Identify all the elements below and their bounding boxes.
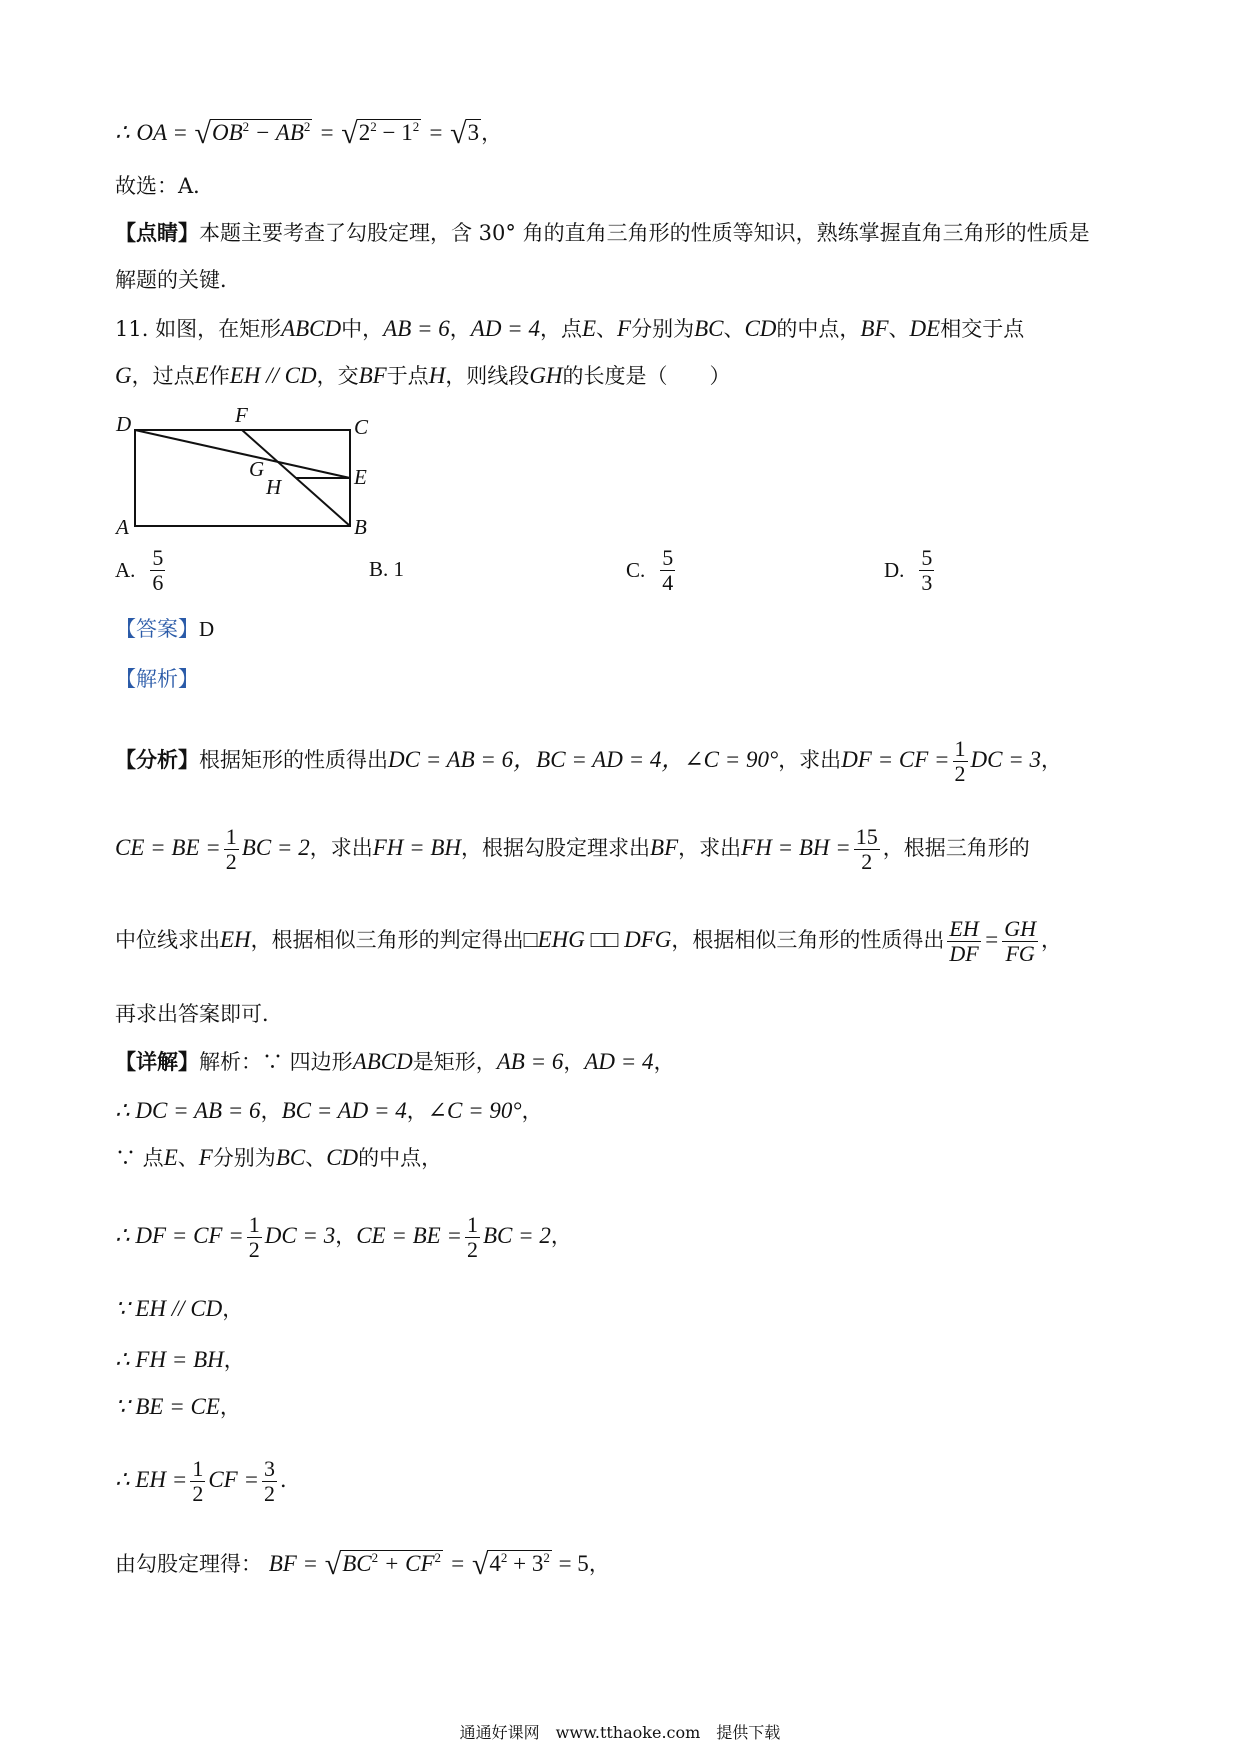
equals: = [319, 120, 335, 145]
answer-tag: 【答案】 [115, 617, 199, 641]
radicand-3: 3 [467, 120, 480, 145]
xiangjie-line-6: ∴ FH = BH， [115, 1347, 245, 1372]
fenxi-line-2: CE = BE = $\frac{1}{2}$ BC = 2，求出FH = BH，根据勾股定理求出BF，求出FH = BH = $\frac{15}{2}$ ，根据三角形的 [115, 824, 1030, 874]
xiangjie-line-1: 【详解】解析：∵ 四边形ABCD是矩形，AB = 6，AD = 4， [115, 1049, 675, 1074]
label-h: H [266, 475, 282, 499]
fenxi-line-3: 中位线求出EH，根据相似三角形的判定得出□EHG □□ DFG，根据相似三角形的性质得出 $\frac{EH}{DF}$ = $\frac{GH}{FG}$ ， [115, 916, 1063, 966]
label-a: A [116, 515, 129, 539]
sqrt-sign: √ [450, 117, 467, 150]
dianjing-line-1 [115, 218, 1090, 248]
label-d: D [116, 412, 132, 436]
segment-de [135, 430, 350, 478]
answer-line [115, 614, 214, 644]
sqrt-sign: √ [194, 117, 211, 150]
rectangle-figure [114, 403, 369, 539]
sqrt-sign: √ [341, 117, 358, 150]
xiangjie-line-4: ∴ DF = CF = $\frac{1}{2}$ DC = 3，CE = BE = $\frac{1}{2}$ BC = 2， [115, 1212, 572, 1262]
question-11-line-2: G，过点E作EH // CD，交BF于点H，则线段GH的长度是（ ） [115, 363, 731, 388]
option-b[interactable]: B. 1 [369, 557, 405, 581]
footer-credit: 通通好课网 www.tthaoke.com 提供下载 [459, 1723, 781, 1742]
label-f: F [235, 403, 248, 427]
xiangjie-line-7: ∵ BE = CE， [115, 1394, 241, 1419]
label-g: G [249, 457, 265, 481]
fenxi-line-4: 再求出答案即可． [115, 1002, 283, 1026]
dianjing-line-2: 解题的关键． [115, 268, 241, 292]
radicand-2: $2^2 - 1^2$ [358, 119, 420, 145]
xiangjie-line-5: ∵ EH // CD， [115, 1296, 244, 1321]
label-b: B [354, 515, 367, 539]
xiangjie-line-9: 由勾股定理得： BF = $√BC^2 + CF^2 = √4^2 + 3^2 = 5$， [115, 1548, 610, 1581]
option-a[interactable]: A. $\frac{5}{6}$ [115, 545, 164, 595]
xiangjie-line-8: ∴ EH = $\frac{1}{2}$ CF = $\frac{3}{2}$ ． [115, 1456, 301, 1506]
option-d[interactable]: D. $\frac{5}{3}$ [884, 545, 933, 595]
fenxi-line-1: 【分析】根据矩形的性质得出DC = AB = 6，BC = AD = 4，∠C = 90°，求出DF = CF = $\frac{1}{2}$ DC = 3， [115, 736, 1063, 786]
radicand-1: $OB^2 - AB^2$ [212, 119, 311, 145]
xiangjie-line-3: ∵ 点E、F分别为BC、CD的中点， [115, 1145, 443, 1170]
oa-result-line [115, 112, 502, 149]
xiangjie-line-2: ∴ DC = AB = 6，BC = AD = 4，∠C = 90°， [115, 1098, 543, 1123]
dianjing-text: 本题主要考查了勾股定理，含 30° 角的直角三角形的性质等知识，熟练掌握直角三角形的性质是 [199, 221, 1090, 245]
comma: ， [481, 121, 503, 145]
dianjing-tag: 【点睛】 [115, 220, 199, 245]
answer-value: D [199, 617, 215, 641]
therefore-symbol: ∴ [115, 120, 130, 145]
label-e: E [354, 465, 367, 489]
oa-lhs: OA = [136, 120, 188, 145]
jiexi-tag: 【解析】 [115, 667, 199, 691]
choose-line: 故选：A． [115, 174, 215, 198]
label-c: C [354, 415, 369, 439]
option-c[interactable]: C. $\frac{5}{4}$ [626, 545, 674, 595]
equals: = [427, 120, 444, 145]
question-11-line-1: 11. 如图，在矩形ABCD中，AB = 6，AD = 4，点E、F分别为BC、CD的中点，BF、DE相交于点 [115, 316, 1025, 341]
